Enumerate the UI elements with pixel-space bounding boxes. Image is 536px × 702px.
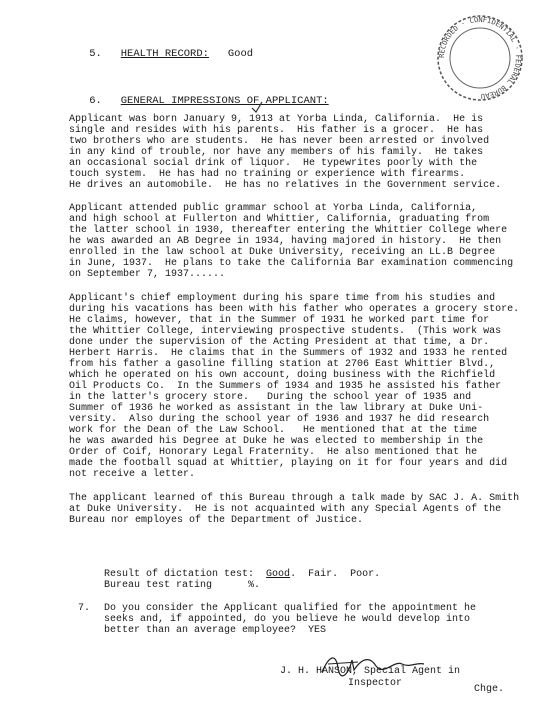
rating-label: Bureau test rating [104, 580, 213, 591]
p3-line: which he operated on his own account, doing business with the Richfield [69, 370, 496, 381]
check-mark-icon [250, 100, 264, 114]
p2-line: he was awarded an AB Degree in 1934, having majored in history. He then [69, 236, 502, 247]
p3-line: during his vacations has been with his father who operates a grocery store. [69, 304, 520, 315]
bureau-test-rating [104, 580, 260, 591]
section-5-number: 5. [89, 48, 102, 60]
dictation-selected-good: Good [266, 569, 291, 580]
p3-line: Herbert Harris. He claims that in the Summers of 1932 and 1933 he rented [69, 348, 508, 359]
signature-title: Inspector [348, 678, 403, 689]
p3-line: in the latter's grocery store. During the school year of 1935 and [69, 392, 472, 403]
circular-stamp [432, 8, 528, 108]
section-5-label: HEALTH RECORD: [120, 48, 209, 60]
p4-line: The applicant learned of this Bureau through a talk made by SAC J. A. Smith [69, 493, 520, 504]
p3-line: Oil Products Co. In the Summers of 1934 and 1935 he assisted his father [69, 381, 502, 392]
p3-line: from his father a gasoline filling station at 2706 East Whittier Blvd., [69, 359, 496, 370]
p4-line: at Duke University. He is not acquainted with any Special Agents of the [69, 504, 502, 515]
p1-line: two brothers who are students. He has never been arrested or involved [69, 136, 490, 147]
p3-line: Summer of 1936 he worked as assistant in the law library at Duke Uni- [69, 403, 484, 414]
p2-line: Applicant attended public grammar school at Yorba Linda, California, [69, 203, 478, 214]
q7-line: Do you consider the Applicant qualified for the appointment he [104, 603, 477, 614]
p3-line: Applicant's chief employment during his spare time from his studies and [69, 293, 496, 304]
p3-line: he was awarded his Degree at Duke he was elected to membership in the [69, 436, 484, 447]
p1-line: He drives an automobile. He has no relatives in the Government service. [69, 180, 502, 191]
p3-line: the Whittier College, interviewing prospective students. (This work was [69, 326, 502, 337]
p3-line: done under the supervision of the Acting President at that time, a Dr. [69, 337, 490, 348]
p2-line: the latter school in 1930, thereafter entering the Whittier College where [69, 225, 508, 236]
p2-line: on September 7, 1937...... [69, 269, 226, 280]
p1-line: Applicant was born January 9, 1913 at Yorba Linda, California. He is [69, 114, 484, 125]
p3-line: Order of Coif, Honorary Legal Fraternity. He also mentioned that he [69, 447, 478, 458]
p3-line: work for the Dean of the Law School. He mentioned that at the time [69, 425, 478, 436]
rating-value: %. [248, 580, 261, 591]
p3-line: He claims, however, that in the Summer of 1931 he worked part time for [69, 315, 490, 326]
p2-line: enrolled in the law school at Duke University, receiving an LL.B Degree [69, 247, 496, 258]
dictation-other-options: . Fair. Poor. [290, 569, 381, 580]
signature-suffix: Chge. [474, 684, 505, 695]
p3-line: not receive a letter. [69, 469, 196, 480]
p1-line: in any kind of trouble, nor have any members of his family. He takes [69, 147, 484, 158]
section-5-value: Good [227, 48, 254, 60]
section-5 [64, 38, 253, 71]
section-6-label: GENERAL IMPRESSIONS OF APPLICANT: [120, 95, 329, 107]
q7-line: seeks and, if appointed, do you believe he would develop into [104, 614, 471, 625]
p4-line: Bureau nor employes of the Department of Justice. [69, 515, 364, 526]
p1-line: touch system. He has had no training or experience with firearms. [69, 169, 466, 180]
p2-line: in June, 1937. He plans to take the California Bar examination commencing [69, 258, 514, 269]
p2-line: and high school at Fullerton and Whittier, California, graduating from [69, 214, 490, 225]
signature-name: J. H. HANSON, Special Agent in [280, 666, 461, 677]
section-6-number: 6. [89, 95, 102, 107]
p1-line: single and resides with his parents. His father is a grocer. He has [69, 125, 484, 136]
dictation-result [104, 569, 380, 580]
q7-answer-line: better than an average employee? YES [104, 625, 327, 636]
dictation-label: Result of dictation test: [104, 569, 255, 580]
p3-line: made the football squad at Whittier, playing on it for four years and did [69, 458, 508, 469]
p1-line: an occasional social drink of liquor. He typewrites poorly with the [69, 158, 478, 169]
q7-number: 7. [78, 603, 91, 614]
p3-line: versity. Also during the school year of 1936 and 1937 he did research [69, 414, 490, 425]
stamp-text: RECORDED · CONFIDENTIAL · FEDERAL BUREAU [437, 15, 523, 101]
